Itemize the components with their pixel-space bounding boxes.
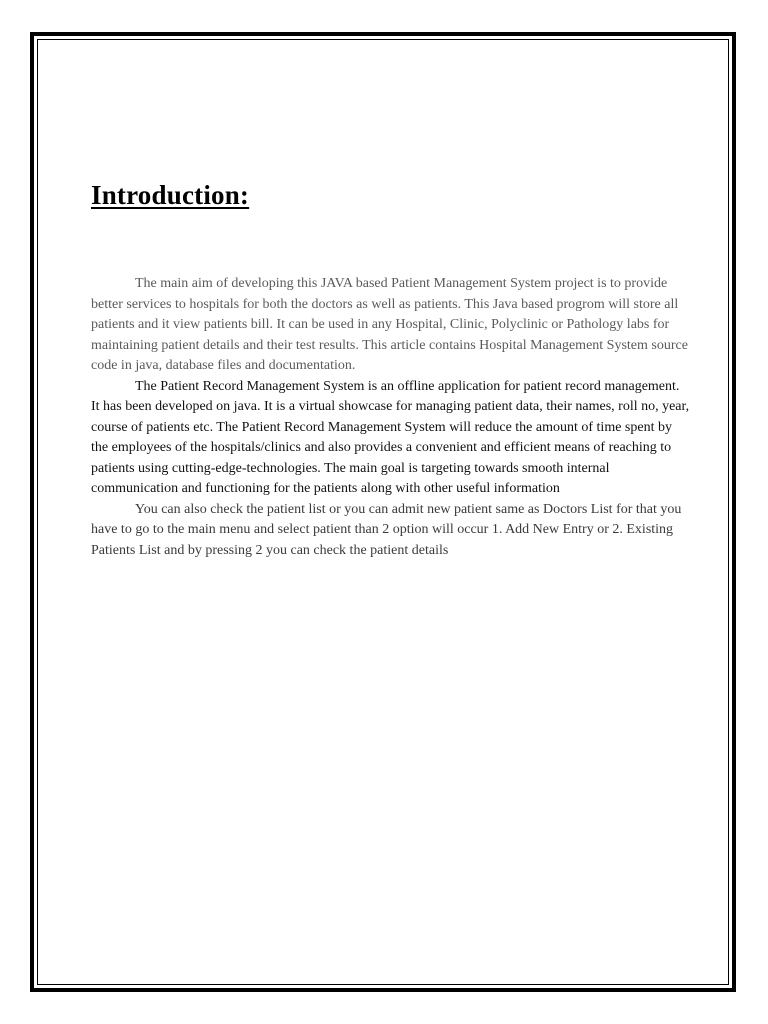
page-title: Introduction:	[91, 180, 250, 210]
paragraph-patient-list: You can also check the patient list or you can admit new patient same as Doctors List for that you have to go to the main menu and select patient than 2 option will occur 1. Add New Entry or 2. Existing Patients List and by pressing 2 you can check the patient details	[91, 501, 682, 558]
paragraph-intro: The main aim of developing this JAVA based Patient Management System project is to provide better services to hospitals for both the doctors as well as patients. This Java based progrom will store all patients and it view patients bill. It can be used in any Hospital, Clinic, Polyclinic or Pathology labs for maintaining patient details and their test results. This article contains Hospital Management System source code in java, database files and documentation.	[91, 276, 688, 373]
paragraph-system-overview: The Patient Record Management System is an offline application for patient record management. It has been developed on java. It is a virtual showcase for managing patient data, their names, roll no, year, course of patients etc. The Patient Record Management System will reduce the amount of time spent by the employees of the hospitals/clinics and also provides a convenient and efficient means of reaching to patients using cutting-edge-technologies. The main goal is targeting towards smooth internal communication and functioning for the patients along with other useful information	[91, 378, 690, 496]
body-text	[91, 274, 691, 561]
